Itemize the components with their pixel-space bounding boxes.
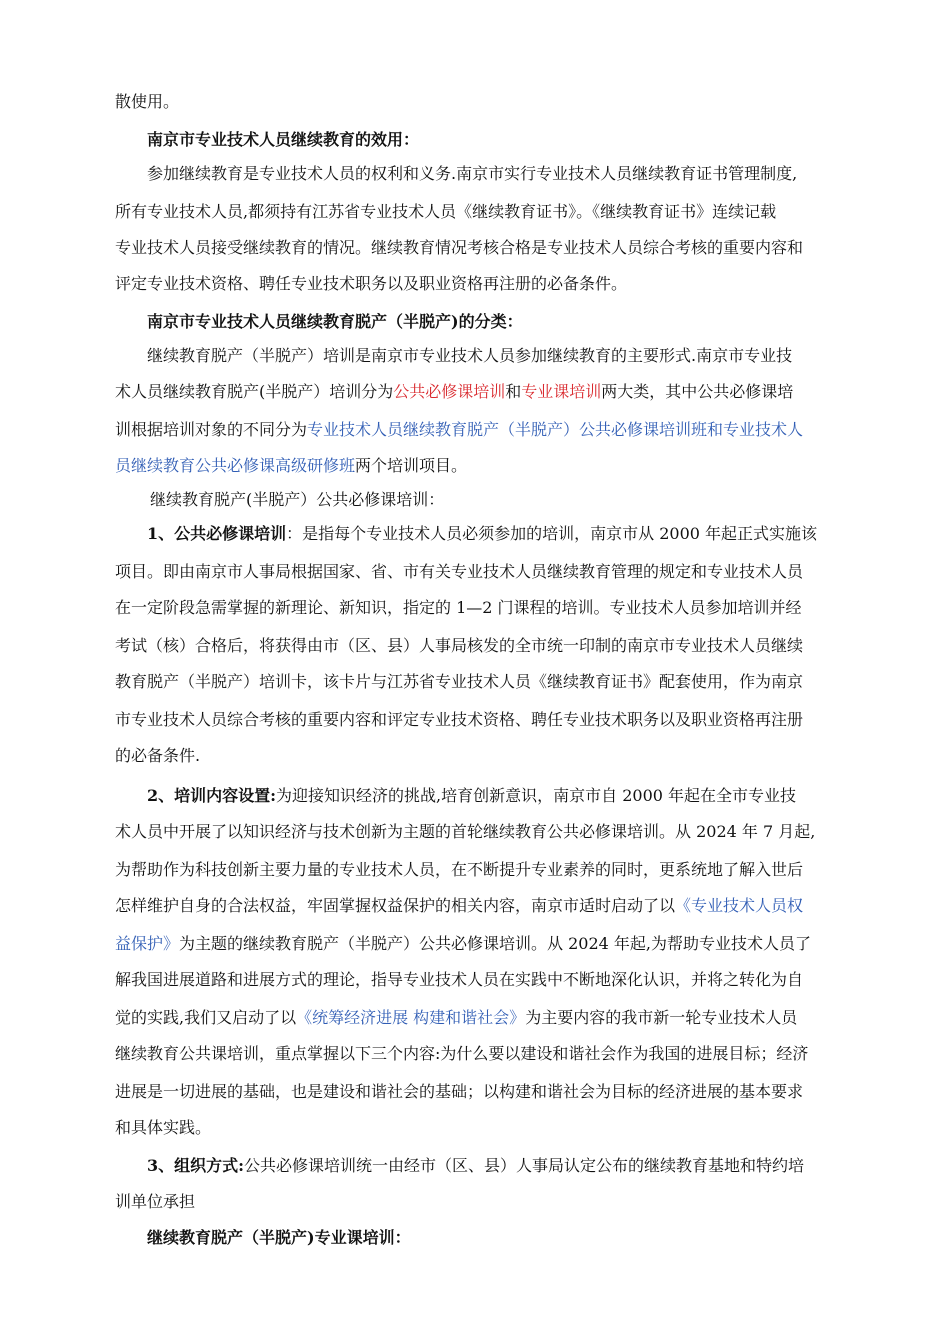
link-professional-course[interactable]: 专业课培训 xyxy=(521,382,602,401)
paragraph-line: 专业技术人员接受继续教育的情况。继续教育情况考核合格是专业技术人员综合考核的重要内容和 xyxy=(115,238,804,257)
paragraph-line: 术人员继续教育脱产(半脱产）培训分为公共必修课培训和专业课培训两大类，其中公共必修课培 xyxy=(115,382,794,401)
paragraph-line: 的必备条件. xyxy=(115,746,201,765)
paragraph-line: 3、组织方式:公共必修课培训统一由经市（区、县）人事局认定公布的继续教育基地和特约培 xyxy=(147,1156,805,1175)
paragraph-line: 项目。即由南京市人事局根据国家、省、市有关专业技术人员继续教育管理的规定和专业技术人员 xyxy=(115,562,804,581)
link-rights-protection-cont[interactable]: 益保护》 xyxy=(115,934,180,953)
paragraph-line: 继续教育公共课培训，重点掌握以下三个内容:为什么要以建设和谐社会作为我国的进展目标；经济 xyxy=(115,1044,809,1063)
paragraph-line: 2、培训内容设置:为迎接知识经济的挑战,培育创新意识，南京市自 2000 年起在全市专业技 xyxy=(147,786,797,805)
link-training-class[interactable]: 专业技术人员继续教育脱产（半脱产）公共必修课培训班和专业技术人 xyxy=(307,420,804,439)
paragraph-line: 教育脱产（半脱产）培训卡，该卡片与江苏省专业技术人员《继续教育证书》配套使用，作为南京 xyxy=(115,672,804,691)
paragraph-line: 1、公共必修课培训：是指每个专业技术人员必须参加的培训，南京市从 2000 年起正式实施该 xyxy=(147,524,818,543)
paragraph-line: 解我国进展道路和进展方式的理论，指导专业技术人员在实践中不断地深化认识，并将之转化为自 xyxy=(115,970,804,989)
item-label: 1、公共必修课培训 xyxy=(147,524,287,543)
link-public-required-course[interactable]: 公共必修课培训 xyxy=(393,382,506,401)
paragraph-line: 训根据培训对象的不同分为专业技术人员继续教育脱产（半脱产）公共必修课培训班和专业技术人 xyxy=(115,420,804,439)
paragraph-line: 进展是一切进展的基础，也是建设和谐社会的基础；以构建和谐社会为目标的经济进展的基本要求 xyxy=(115,1082,804,1101)
paragraph-line: 在一定阶段急需掌握的新理论、新知识，指定的 1—2 门课程的培训。专业技术人员参加培训并经 xyxy=(115,598,802,617)
paragraph-line: 为帮助作为科技创新主要力量的专业技术人员，在不断提升专业素养的同时，更系统地了解入世后 xyxy=(115,860,804,879)
paragraph-line: 参加继续教育是专业技术人员的权利和义务.南京市实行专业技术人员继续教育证书管理制度, xyxy=(147,164,798,183)
paragraph-line: 和具体实践。 xyxy=(115,1118,212,1137)
paragraph-line: 所有专业技术人员,都须持有江苏省专业技术人员《继续教育证书》。《继续教育证书》连续记载 xyxy=(115,202,777,221)
link-advanced-seminar[interactable]: 员继续教育公共必修课高级研修班 xyxy=(115,456,356,475)
section-heading: 南京市专业技术人员继续教育的效用： xyxy=(147,130,420,149)
section-heading: 南京市专业技术人员继续教育脱产（半脱产)的分类： xyxy=(147,312,523,331)
section-heading: 继续教育脱产（半脱产)专业课培训： xyxy=(147,1228,411,1247)
link-rights-protection[interactable]: 《专业技术人员权 xyxy=(675,896,804,915)
paragraph-line: 员继续教育公共必修课高级研修班两个培训项目。 xyxy=(115,456,468,475)
section-heading: 继续教育脱产(半脱产）公共必修课培训： xyxy=(150,490,445,509)
item-label: 3、组织方式: xyxy=(147,1156,245,1175)
paragraph-line: 术人员中开展了以知识经济与技术创新为主题的首轮继续教育公共必修课培训。从 2024 年 7 月起, xyxy=(115,822,816,841)
paragraph-line: 市专业技术人员综合考核的重要内容和评定专业技术资格、聘任专业技术职务以及职业资格再注册 xyxy=(115,710,804,729)
paragraph-line: 继续教育脱产（半脱产）培训是南京市专业技术人员参加继续教育的主要形式.南京市专业技 xyxy=(147,346,793,365)
paragraph-line: 考试（核）合格后，将获得由市（区、县）人事局核发的全市统一印制的南京市专业技术人员继续 xyxy=(115,636,804,655)
paragraph-line: 怎样维护自身的合法权益，牢固掌握权益保护的相关内容，南京市适时启动了以《专业技术人员权 xyxy=(115,896,804,915)
paragraph-line: 益保护》为主题的继续教育脱产（半脱产）公共必修课培训。从 2024 年起,为帮助专业技术人员了 xyxy=(115,934,811,953)
link-harmonious-society[interactable]: 《统筹经济进展 构建和谐社会》 xyxy=(296,1008,526,1027)
item-label: 2、培训内容设置: xyxy=(147,786,277,805)
paragraph-line: 训单位承担 xyxy=(115,1192,196,1211)
paragraph-line: 评定专业技术资格、聘任专业技术职务以及职业资格再注册的必备条件。 xyxy=(115,274,628,293)
paragraph-line: 觉的实践,我们又启动了以《统筹经济进展 构建和谐社会》为主要内容的我市新一轮专业技术人员 xyxy=(115,1008,798,1027)
paragraph-line: 散使用。 xyxy=(115,92,180,111)
